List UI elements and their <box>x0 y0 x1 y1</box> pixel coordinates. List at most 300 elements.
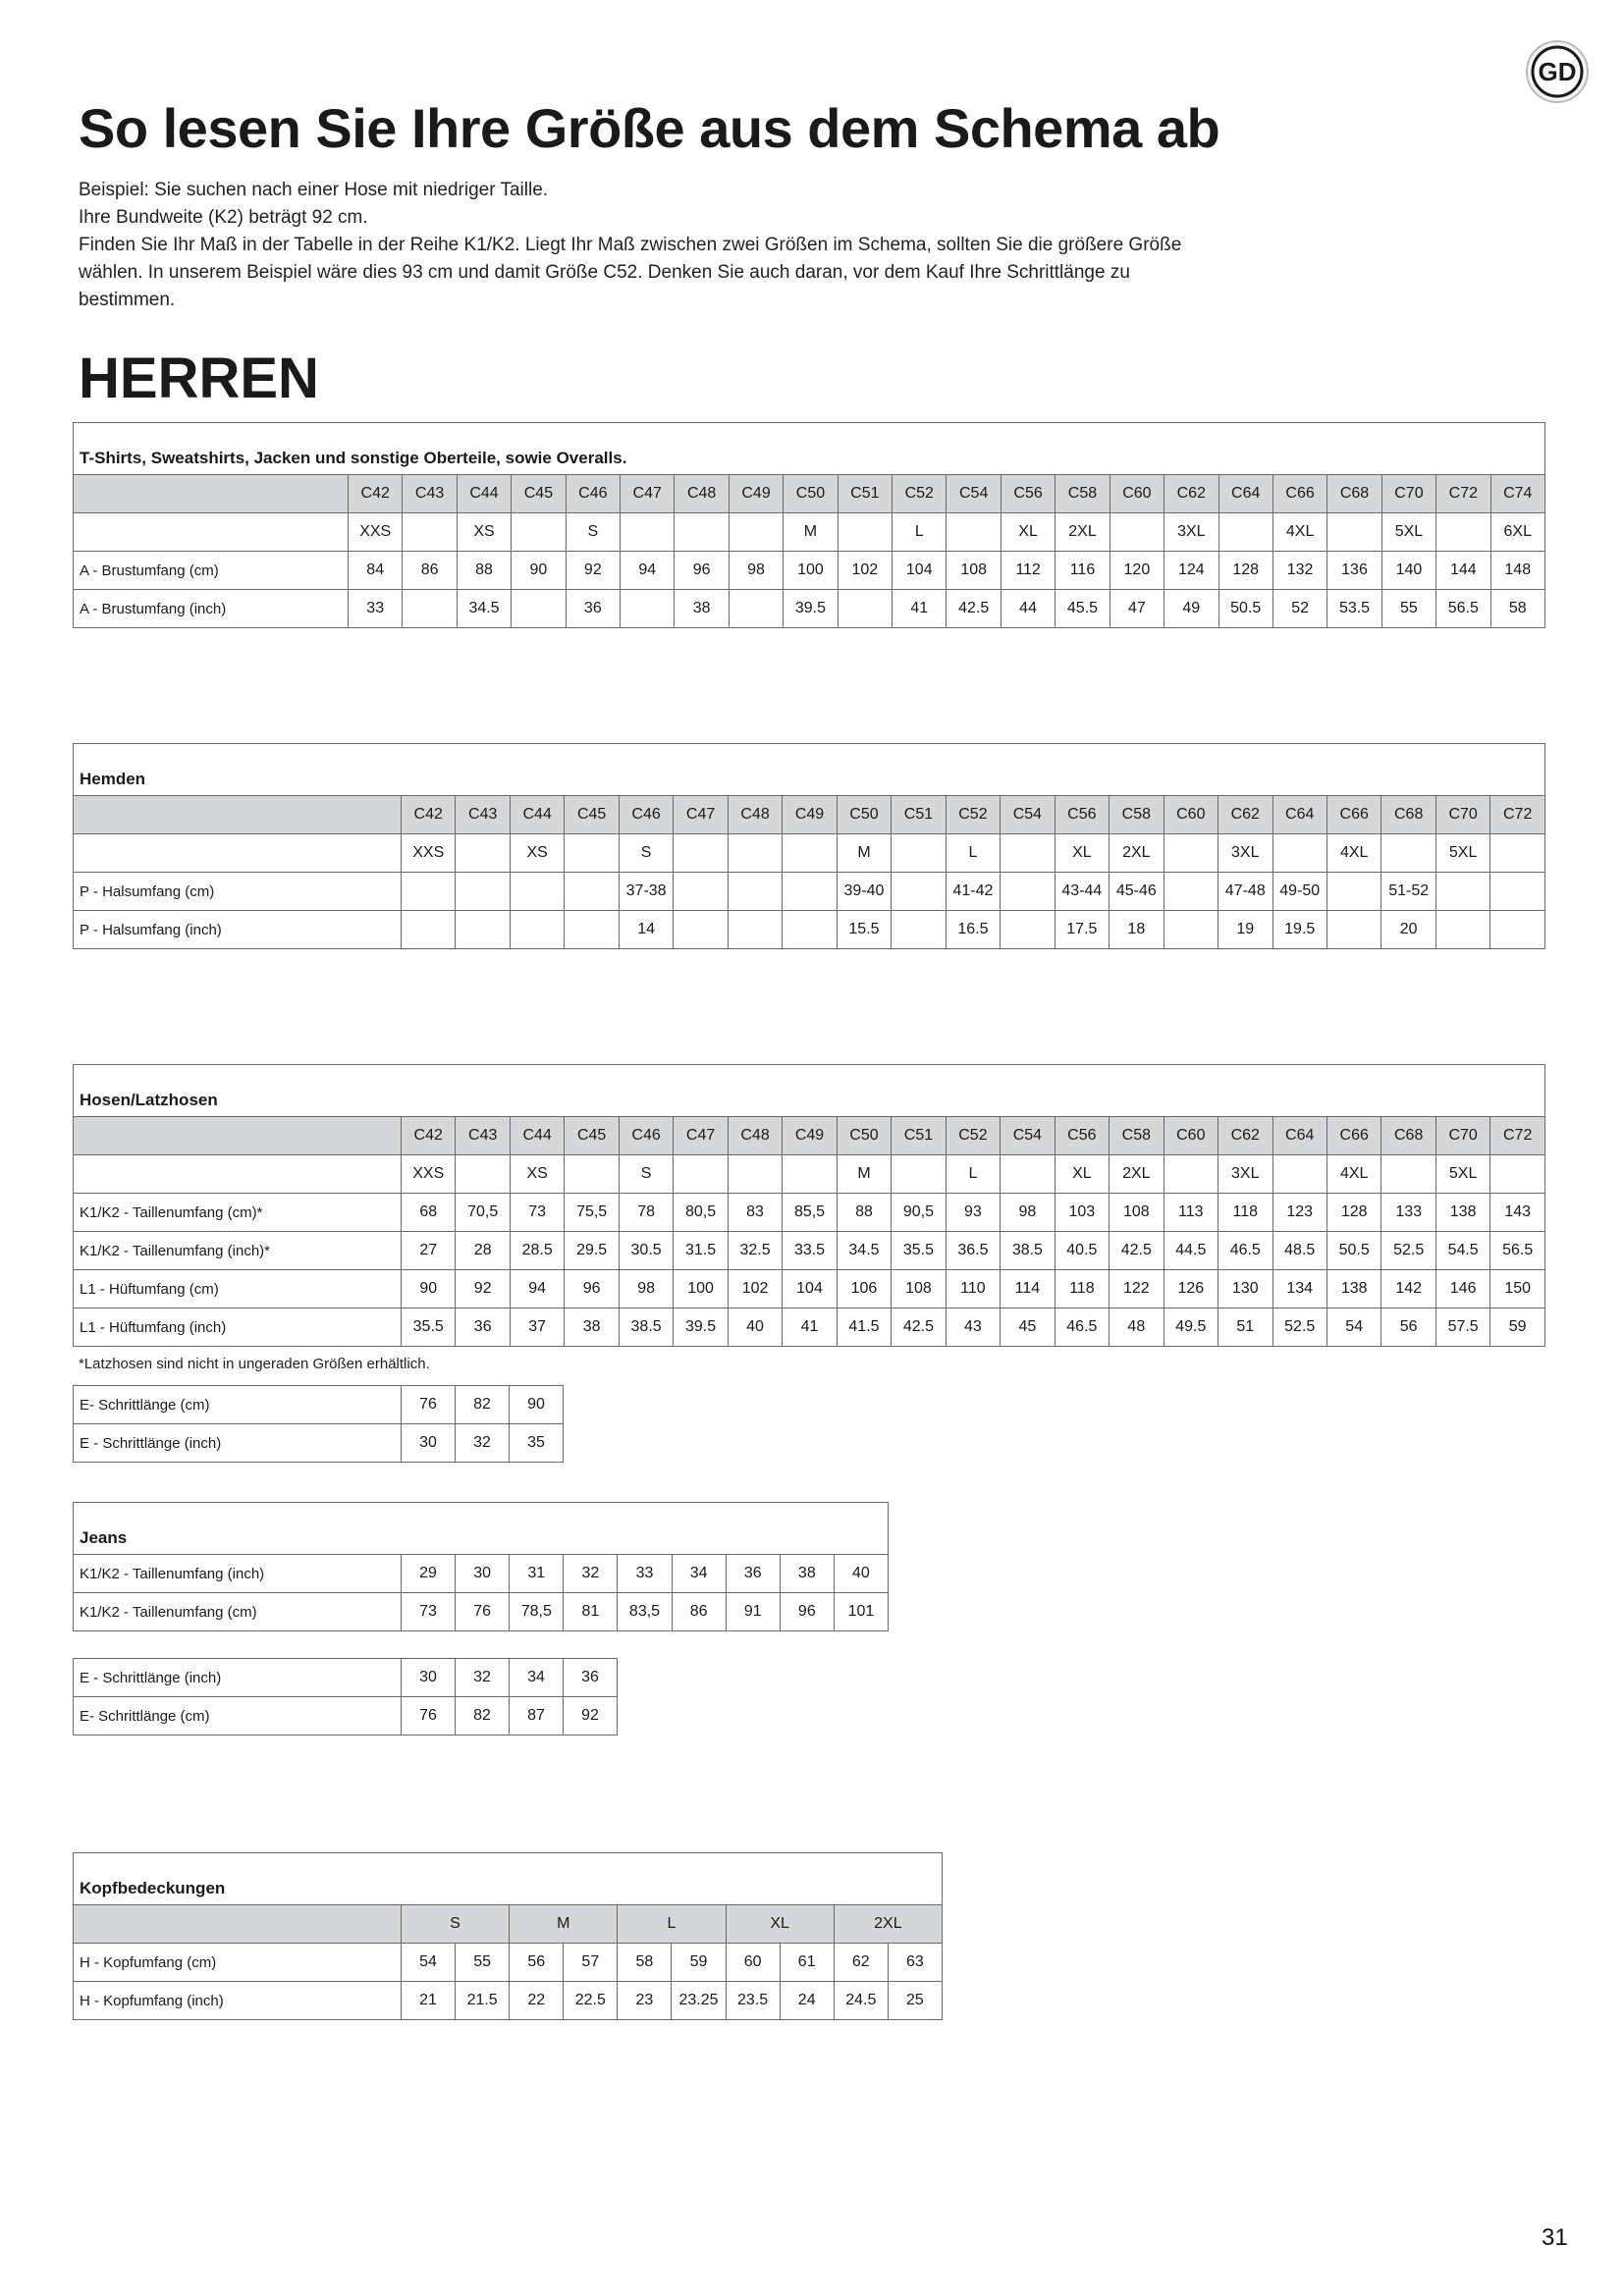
gd-logo <box>1525 39 1590 104</box>
row-value: 126 <box>1164 1270 1218 1308</box>
table-title: Hosen/Latzhosen <box>74 1065 1545 1117</box>
row-value: 90 <box>510 1386 564 1424</box>
row-value: 56.5 <box>1436 590 1490 628</box>
row-value: 35.5 <box>892 1232 946 1270</box>
row-value <box>1490 911 1545 949</box>
row-value: 82 <box>456 1386 510 1424</box>
size-code: C58 <box>1110 1117 1164 1155</box>
row-value <box>510 911 564 949</box>
row-value: 39.5 <box>784 590 838 628</box>
row-value: 120 <box>1110 552 1164 590</box>
size-code: C51 <box>892 1117 946 1155</box>
size-code: C45 <box>565 796 619 834</box>
row-value: 92 <box>566 552 620 590</box>
size-code: C64 <box>1272 1117 1326 1155</box>
row-value: 36 <box>726 1555 780 1593</box>
row-value: 54 <box>1326 1308 1380 1347</box>
size-letter: S <box>619 1155 673 1194</box>
row-value: 63 <box>888 1944 942 1982</box>
size-letter: M <box>510 1905 618 1944</box>
row-value: 30 <box>402 1659 456 1697</box>
row-value: 45.5 <box>1056 590 1110 628</box>
row-value: 96 <box>675 552 729 590</box>
size-letter: 2XL <box>1110 1155 1164 1194</box>
row-value: 106 <box>837 1270 891 1308</box>
row-value: 50.5 <box>1218 590 1272 628</box>
table-title-row <box>74 1853 943 1905</box>
row-value: 42.5 <box>892 1308 946 1347</box>
row-value: 36 <box>456 1308 510 1347</box>
row-value: 49 <box>1164 590 1218 628</box>
row-value: 59 <box>1490 1308 1545 1347</box>
row-value: 40 <box>728 1308 782 1347</box>
row-value: 24.5 <box>834 1982 888 2020</box>
size-code: C68 <box>1381 1117 1435 1155</box>
size-code: C70 <box>1435 796 1489 834</box>
size-code: C54 <box>1001 796 1055 834</box>
size-letter <box>565 834 619 873</box>
size-letter: XXS <box>402 1155 456 1194</box>
row-value: 83,5 <box>618 1593 672 1631</box>
row-value: 86 <box>672 1593 726 1631</box>
row-value: 31.5 <box>674 1232 728 1270</box>
row-value: 54.5 <box>1435 1232 1489 1270</box>
size-letter <box>1272 834 1326 873</box>
row-value: 29.5 <box>565 1232 619 1270</box>
size-letter: S <box>566 513 620 552</box>
row-value <box>402 911 456 949</box>
table-title: Hemden <box>74 744 1545 796</box>
size-code: C43 <box>403 475 457 513</box>
row-value: 32 <box>456 1659 510 1697</box>
row-value: 60 <box>726 1944 780 1982</box>
size-code: C72 <box>1490 1117 1545 1155</box>
size-letter <box>1164 1155 1218 1194</box>
row-value: 24 <box>780 1982 834 2020</box>
row-label: A - Brustumfang (inch) <box>74 590 349 628</box>
row-value: 47 <box>1110 590 1164 628</box>
size-letter: 5XL <box>1435 1155 1489 1194</box>
row-value: 88 <box>457 552 511 590</box>
row-value: 61 <box>780 1944 834 1982</box>
row-value: 40 <box>834 1555 888 1593</box>
table-title-row <box>74 1065 1545 1117</box>
table-row <box>74 911 1545 949</box>
size-code: C62 <box>1218 796 1272 834</box>
row-value <box>512 590 566 628</box>
row-value: 36 <box>566 590 620 628</box>
row-value: 34 <box>510 1659 564 1697</box>
row-value: 18 <box>1110 911 1164 949</box>
size-letter: S <box>619 834 673 873</box>
size-code: C70 <box>1435 1117 1489 1155</box>
size-letter: 3XL <box>1218 834 1272 873</box>
row-value: 53.5 <box>1327 590 1381 628</box>
size-letter: L <box>893 513 947 552</box>
row-value: 87 <box>510 1697 564 1735</box>
row-value <box>892 911 946 949</box>
size-letter: 4XL <box>1272 513 1326 552</box>
size-code: C48 <box>728 1117 782 1155</box>
size-code: C56 <box>1001 475 1055 513</box>
row-value: 96 <box>780 1593 834 1631</box>
row-value: 82 <box>456 1697 510 1735</box>
size-header-row <box>74 1905 943 1944</box>
row-value: 84 <box>349 552 403 590</box>
size-letter: XXS <box>402 834 456 873</box>
row-value: 32 <box>564 1555 618 1593</box>
row-value: 85,5 <box>783 1194 837 1232</box>
row-value: 35.5 <box>402 1308 456 1347</box>
size-code: C50 <box>837 796 891 834</box>
letter-blank <box>74 834 402 873</box>
row-value <box>565 873 619 911</box>
hemden-size-table <box>73 743 1545 949</box>
row-value: 56 <box>1381 1308 1435 1347</box>
size-code: C60 <box>1164 796 1218 834</box>
row-value: 52.5 <box>1381 1232 1435 1270</box>
size-letter <box>1001 1155 1055 1194</box>
size-code: C44 <box>510 796 564 834</box>
size-letter-row <box>74 1155 1545 1194</box>
row-value: 55 <box>456 1944 510 1982</box>
size-letter <box>1001 834 1055 873</box>
row-value: 58 <box>1490 590 1544 628</box>
row-value: 27 <box>402 1232 456 1270</box>
row-value: 118 <box>1218 1194 1272 1232</box>
size-letter <box>1490 834 1545 873</box>
size-letter: L <box>946 1155 1000 1194</box>
kopf-size-table <box>73 1852 943 2020</box>
row-value: 96 <box>565 1270 619 1308</box>
row-label: E - Schrittlänge (inch) <box>74 1424 402 1463</box>
row-value: 92 <box>564 1697 618 1735</box>
row-value: 98 <box>1001 1194 1055 1232</box>
row-value: 73 <box>510 1194 564 1232</box>
row-value: 62 <box>834 1944 888 1982</box>
row-value: 81 <box>564 1593 618 1631</box>
size-code: C50 <box>784 475 838 513</box>
table-title-row <box>74 744 1545 796</box>
row-value: 138 <box>1435 1194 1489 1232</box>
row-value: 104 <box>893 552 947 590</box>
hosen-size-table <box>73 1064 1545 1347</box>
row-value <box>402 873 456 911</box>
row-value: 29 <box>402 1555 456 1593</box>
row-value: 101 <box>834 1593 888 1631</box>
row-value: 25 <box>888 1982 942 2020</box>
row-value: 52.5 <box>1272 1308 1326 1347</box>
row-value: 38 <box>675 590 729 628</box>
table-row <box>74 1697 618 1735</box>
row-value: 23.5 <box>726 1982 780 2020</box>
row-value: 124 <box>1164 552 1218 590</box>
row-value <box>565 911 619 949</box>
table-row <box>74 1424 564 1463</box>
size-letter-row <box>74 834 1545 873</box>
row-value: 30 <box>402 1424 456 1463</box>
row-value: 39.5 <box>674 1308 728 1347</box>
row-value: 58 <box>618 1944 672 1982</box>
row-value: 23.25 <box>672 1982 726 2020</box>
row-value: 128 <box>1326 1194 1380 1232</box>
size-letter <box>728 834 782 873</box>
size-code: C60 <box>1110 475 1164 513</box>
size-letter <box>728 1155 782 1194</box>
row-label: H - Kopfumfang (cm) <box>74 1944 402 1982</box>
row-value: 128 <box>1218 552 1272 590</box>
row-value: 35 <box>510 1424 564 1463</box>
row-value: 22.5 <box>564 1982 618 2020</box>
row-value <box>728 873 782 911</box>
row-value: 49.5 <box>1164 1308 1218 1347</box>
row-value: 102 <box>838 552 892 590</box>
table-title-row <box>74 423 1545 475</box>
size-code: C64 <box>1272 796 1326 834</box>
size-letter: XL <box>1001 513 1055 552</box>
row-value <box>1001 873 1055 911</box>
letter-blank <box>74 1155 402 1194</box>
row-value: 143 <box>1490 1194 1545 1232</box>
row-value: 118 <box>1055 1270 1109 1308</box>
row-value: 57 <box>564 1944 618 1982</box>
row-value: 16.5 <box>946 911 1000 949</box>
row-value <box>892 873 946 911</box>
size-code: C46 <box>619 796 673 834</box>
row-value: 136 <box>1327 552 1381 590</box>
page-number: 31 <box>1542 2224 1568 2251</box>
table-row <box>74 873 1545 911</box>
size-code: C56 <box>1055 1117 1109 1155</box>
row-value: 94 <box>510 1270 564 1308</box>
row-value: 14 <box>619 911 673 949</box>
row-value: 59 <box>672 1944 726 1982</box>
size-code: C58 <box>1056 475 1110 513</box>
row-value <box>1326 911 1380 949</box>
table-row <box>74 1982 943 2020</box>
size-code: C68 <box>1381 796 1435 834</box>
row-value: 17.5 <box>1055 911 1109 949</box>
intro-line: bestimmen. <box>79 290 176 310</box>
size-letter <box>1164 834 1218 873</box>
size-code: C49 <box>783 1117 837 1155</box>
row-label: P - Halsumfang (inch) <box>74 911 402 949</box>
row-value <box>728 911 782 949</box>
size-code: C64 <box>1218 475 1272 513</box>
intro-text <box>79 177 1276 314</box>
row-value: 38 <box>780 1555 834 1593</box>
row-value: 31 <box>510 1555 564 1593</box>
table-row <box>74 1386 564 1424</box>
row-value: 134 <box>1272 1270 1326 1308</box>
size-code: C66 <box>1326 796 1380 834</box>
row-value: 41 <box>893 590 947 628</box>
size-letter <box>1110 513 1164 552</box>
row-value: 76 <box>402 1697 456 1735</box>
row-value: 51-52 <box>1381 873 1435 911</box>
row-value: 132 <box>1272 552 1326 590</box>
size-letter: 4XL <box>1326 834 1380 873</box>
size-letter <box>456 1155 510 1194</box>
row-label: H - Kopfumfang (inch) <box>74 1982 402 2020</box>
row-value: 110 <box>946 1270 1000 1308</box>
header-blank <box>74 475 349 513</box>
row-value: 123 <box>1272 1194 1326 1232</box>
row-value <box>403 590 457 628</box>
row-value: 70,5 <box>456 1194 510 1232</box>
row-value: 28 <box>456 1232 510 1270</box>
table-title: Jeans <box>74 1503 889 1555</box>
size-code: C52 <box>946 796 1000 834</box>
size-code: C51 <box>838 475 892 513</box>
size-letter: 5XL <box>1381 513 1435 552</box>
size-code: C44 <box>457 475 511 513</box>
intro-line: wählen. In unserem Beispiel wäre dies 93 cm und damit Größe C52. Denken Sie auch daran, vor dem Kauf Ihre Schrittlänge zu <box>79 262 1130 283</box>
size-code: C49 <box>783 796 837 834</box>
row-value: 19 <box>1218 911 1272 949</box>
size-code: C60 <box>1164 1117 1218 1155</box>
row-value: 23 <box>618 1982 672 2020</box>
row-value: 19.5 <box>1272 911 1326 949</box>
size-letter <box>621 513 675 552</box>
row-value <box>674 873 728 911</box>
row-value: 22 <box>510 1982 564 2020</box>
row-value: 100 <box>784 552 838 590</box>
row-value: 21 <box>402 1982 456 2020</box>
size-letter <box>947 513 1001 552</box>
row-value: 45-46 <box>1110 873 1164 911</box>
jeans-size-table <box>73 1502 889 1631</box>
size-letter: XXS <box>349 513 403 552</box>
row-value <box>1164 873 1218 911</box>
size-letter: M <box>837 834 891 873</box>
size-header-row <box>74 475 1545 513</box>
size-letter: M <box>837 1155 891 1194</box>
row-value <box>838 590 892 628</box>
row-value: 42.5 <box>947 590 1001 628</box>
row-value: 41.5 <box>837 1308 891 1347</box>
row-value: 20 <box>1381 911 1435 949</box>
size-letter <box>1436 513 1490 552</box>
row-label: L1 - Hüftumfang (cm) <box>74 1270 402 1308</box>
size-letter: L <box>946 834 1000 873</box>
size-code: C58 <box>1110 796 1164 834</box>
row-value: 54 <box>402 1944 456 1982</box>
size-code: C43 <box>456 796 510 834</box>
row-value: 133 <box>1381 1194 1435 1232</box>
size-code: C42 <box>402 796 456 834</box>
row-label: E - Schrittlänge (inch) <box>74 1659 402 1697</box>
row-value <box>1164 911 1218 949</box>
row-value <box>456 873 510 911</box>
size-code: C49 <box>729 475 783 513</box>
row-value: 41-42 <box>946 873 1000 911</box>
size-letter <box>675 513 729 552</box>
row-value: 90 <box>402 1270 456 1308</box>
row-value: 98 <box>729 552 783 590</box>
row-value: 76 <box>402 1386 456 1424</box>
table-row <box>74 1194 1545 1232</box>
size-letter <box>565 1155 619 1194</box>
intro-line: Finden Sie Ihr Maß in der Tabelle in der Reihe K1/K2. Liegt Ihr Maß zwischen zwei Größen im Schema, sollten Sie die größere Größe <box>79 235 1182 255</box>
size-code: C51 <box>892 796 946 834</box>
row-value: 36.5 <box>946 1232 1000 1270</box>
size-letter <box>892 834 946 873</box>
row-value: 116 <box>1056 552 1110 590</box>
row-value: 142 <box>1381 1270 1435 1308</box>
size-code: C56 <box>1055 796 1109 834</box>
size-code: C72 <box>1436 475 1490 513</box>
row-value: 38.5 <box>1001 1232 1055 1270</box>
row-value: 68 <box>402 1194 456 1232</box>
row-value: 92 <box>456 1270 510 1308</box>
row-value: 46.5 <box>1055 1308 1109 1347</box>
size-letter: S <box>402 1905 510 1944</box>
size-letter <box>1381 1155 1435 1194</box>
size-code: C47 <box>674 1117 728 1155</box>
row-value: 73 <box>402 1593 456 1631</box>
row-value: 112 <box>1001 552 1055 590</box>
row-value <box>783 911 837 949</box>
size-code: C54 <box>947 475 1001 513</box>
row-value: 15.5 <box>837 911 891 949</box>
row-value: 39-40 <box>837 873 891 911</box>
size-code: C48 <box>728 796 782 834</box>
row-value: 122 <box>1110 1270 1164 1308</box>
row-label: A - Brustumfang (cm) <box>74 552 349 590</box>
size-letter: XS <box>457 513 511 552</box>
table-row <box>74 1308 1545 1347</box>
size-letter: 3XL <box>1164 513 1218 552</box>
size-code: C52 <box>946 1117 1000 1155</box>
table-row <box>74 1270 1545 1308</box>
row-value <box>783 873 837 911</box>
row-value: 56 <box>510 1944 564 1982</box>
row-value: 102 <box>728 1270 782 1308</box>
size-letter <box>1381 834 1435 873</box>
row-label: E- Schrittlänge (cm) <box>74 1697 402 1735</box>
row-value: 38 <box>565 1308 619 1347</box>
size-letter: XL <box>1055 834 1109 873</box>
table-title: Kopfbedeckungen <box>74 1853 943 1905</box>
header-blank <box>74 1117 402 1155</box>
row-value <box>1326 873 1380 911</box>
size-letter: 5XL <box>1435 834 1489 873</box>
size-letter-row <box>74 513 1545 552</box>
row-value: 52 <box>1272 590 1326 628</box>
size-letter: XS <box>510 1155 564 1194</box>
row-value <box>510 873 564 911</box>
size-letter: 4XL <box>1326 1155 1380 1194</box>
row-value: 103 <box>1055 1194 1109 1232</box>
row-label: L1 - Hüftumfang (inch) <box>74 1308 402 1347</box>
row-value: 43 <box>946 1308 1000 1347</box>
size-code: C42 <box>402 1117 456 1155</box>
row-value: 138 <box>1326 1270 1380 1308</box>
row-value: 148 <box>1490 552 1544 590</box>
size-code: C44 <box>510 1117 564 1155</box>
row-value: 40.5 <box>1055 1232 1109 1270</box>
row-value: 21.5 <box>456 1982 510 2020</box>
size-code: C48 <box>675 475 729 513</box>
row-value: 108 <box>892 1270 946 1308</box>
row-value <box>1490 873 1545 911</box>
row-value: 30.5 <box>619 1232 673 1270</box>
size-letter <box>729 513 783 552</box>
size-letter: L <box>618 1905 726 1944</box>
size-letter: 2XL <box>1056 513 1110 552</box>
row-value: 32 <box>456 1424 510 1463</box>
